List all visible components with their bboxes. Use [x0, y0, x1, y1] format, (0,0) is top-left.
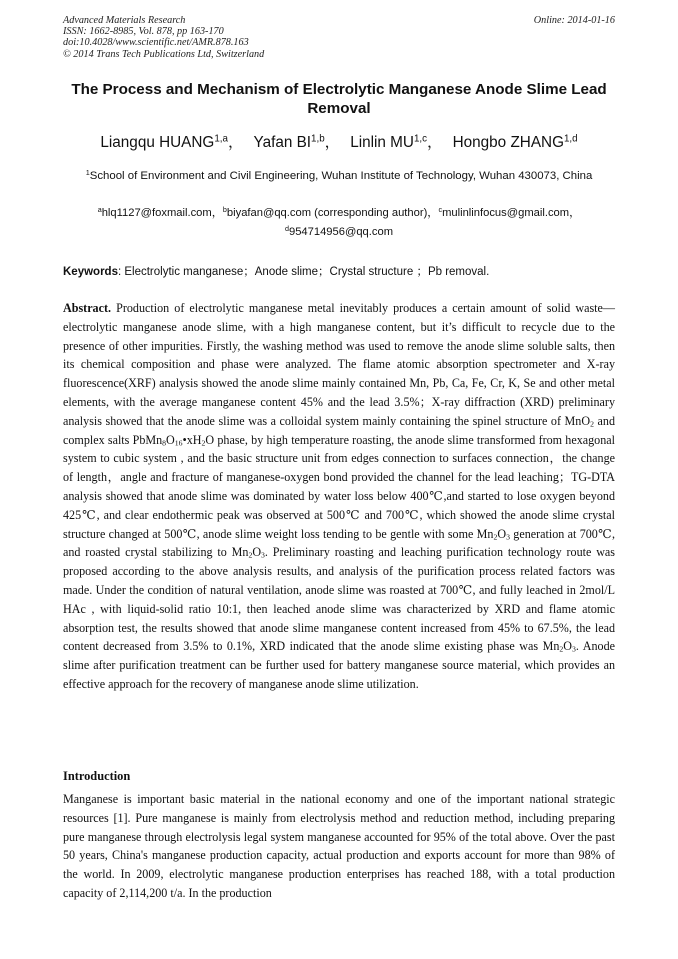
- publication-header: [63, 15, 615, 60]
- affiliation: $^1$School of Environment and Civil Engineering, Wuhan Institute of Technology, Wuhan 430073, China: [85, 168, 593, 182]
- abstract-label: Abstract.: [63, 301, 112, 315]
- keywords-text: : Electrolytic manganese；Anode slime；Crystal structure ；Pb removal.: [117, 266, 490, 278]
- section-heading-introduction: Introduction: [63, 769, 131, 783]
- journal-name: Advanced Materials Research: [63, 15, 186, 26]
- email-address: $^c$mulinlinfocus@gmail.com，: [438, 206, 581, 219]
- abstract-paragraph: Abstract. Production of electrolytic manganese metal inevitably produces a certain amount of solid waste—electrolytic manganese anode slime, with a high manganese content, but it’s difficult to recycle due to the presence of other impurities. Firstly, the washing method was used to remove the anode slime soluble salts, then its chemical composition and phase were analyzed. The flame atomic absorption spectrometer and X-ray fluorescence(XRF) analysis showed the anode slime mainly contained Mn, Pb, Ca, Fe, Cr, K, Se and other metal elements, with the average manganese content 45% and the lead 3.5%；X-ray diffraction (XRD) preliminary analysis showed that the anode slime was a colloidal system mainly containing the spinel structure of MnO$_2$ and complex salts $PbMn_8O_{16}•xH_2O$ phase, by high temperature roasting, the anode slime transformed from hexagonal system to cubic system , and the basic structure unit from edges connection to surfaces connection，the change of length，angle and fracture of manganese-oxygen bond provided the channel for the lead leaching；TG-DTA analysis showed that anode slime was dominated by water loss below 400℃,and started to lose oxygen beyond 425℃, and clear endothermic peak was observed at 500℃ and 700℃, which showed the anode slime crystal structure changed at 500℃, anode slime weight loss tending to be gentle with some $Mn_2O_3$ generation at 700℃, and roasted crystal stabilizing to $Mn_2O_3$. Preliminary roasting and leaching purification technology route was proposed according to the above analysis results, and analysis of the purification process related factors was made. Under the condition of natural ventilation, anode slime was roasted at 700℃, and fully leached in 2mol/L HAc , with liquid-solid ratio 10:1, then leached anode slime was characterized by XRD and flame atomic absorption test, the results showed that anode slime manganese content increased from 45% to 67.5%, the lead content decreased from 3.5% to 0.1%, XRD indicated that the anode slime existing phase was $Mn_2O_3$. Anode slime after purification treatment can be further used for battery manganese source material, which provides an effective approach for the recovery of manganese anode slime utilization.: [63, 301, 616, 691]
- email-address: $^b$biyafan@qq.com (corresponding author)，: [222, 206, 439, 219]
- keywords-label: Keywords: [63, 266, 118, 278]
- paper-title: The Process and Mechanism of Electrolytic Manganese Anode Slime Lead Removal: [71, 81, 607, 117]
- copyright-line: © 2014 Trans Tech Publications Ltd, Switzerland: [63, 48, 265, 60]
- introduction-paragraph: Manganese is important basic material in the national economy and one of the important national strategic resources [1]. Pure manganese is mainly from electrolysis method and reduction method, including preparing pure manganese through electrolysis legal system manganese accounted for 95% of the total above. Over the past 50 years, China's manganese production capacity, actual production and exports account for more than 98% of the world. In 2009, electrolytic manganese production enterprises has reached 188, with a total production capacity of 2,114,200 t/a. In the production: [63, 792, 615, 900]
- author-name: Liangqu HUANG$^{1,a}$，: [100, 133, 244, 151]
- author-emails: [63, 204, 615, 242]
- author-name: Linlin MU$^{1,c}$，: [350, 133, 443, 151]
- author-list: [63, 133, 615, 153]
- email-address: $^d$954714956@qq.com: [284, 225, 394, 238]
- online-date: Online: 2014-01-16: [533, 15, 615, 26]
- email-address: $^a$hlq1127@foxmail.com，: [97, 206, 223, 219]
- author-name: Hongbo ZHANG$^{1,d}$: [452, 133, 578, 151]
- doi-line: doi:10.4028/www.scientific.net/AMR.878.163: [63, 37, 249, 49]
- issn-line: ISSN: 1662-8985, Vol. 878, pp 163-170: [63, 26, 224, 38]
- keywords-line: [63, 264, 615, 280]
- author-name: Yafan BI$^{1,b}$，: [253, 133, 340, 151]
